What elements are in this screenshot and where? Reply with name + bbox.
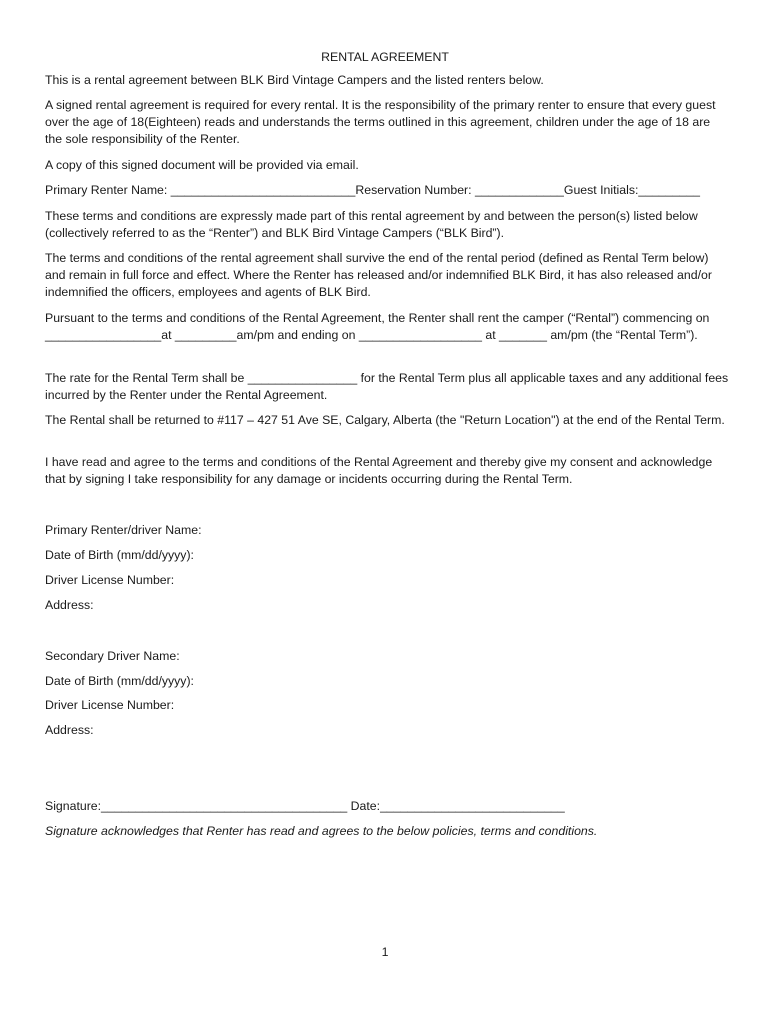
rate-paragraph: The rate for the Rental Term shall be ________________ for the Rental Term plus all applicable taxes and any additional fees incurred by the Renter under the Rental Agreement. bbox=[45, 371, 729, 402]
primary-driver-license-label: Driver License Number: bbox=[45, 573, 175, 587]
copy-note-paragraph: A copy of this signed document will be provided via email. bbox=[45, 158, 359, 172]
secondary-driver-address-label: Address: bbox=[45, 723, 94, 737]
document-title: RENTAL AGREEMENT bbox=[321, 50, 449, 64]
survive-paragraph: The terms and conditions of the rental agreement shall survive the end of the rental period (defined as Rental Term below) and remain in full force and effect. Where the Renter has released and/or indemnified BLK Bird, it has also released and/or indemnified the officers, employees and agents of BLK Bird. bbox=[45, 251, 712, 299]
signature-line: Signature:____________________________________ Date:___________________________ bbox=[45, 799, 565, 813]
primary-driver-name-label: Primary Renter/driver Name: bbox=[45, 523, 202, 537]
signature-note: Signature acknowledges that Renter has read and agrees to the below policies, terms and conditions. bbox=[45, 824, 598, 838]
primary-driver-address-label: Address: bbox=[45, 598, 94, 612]
consent-paragraph: I have read and agree to the terms and conditions of the Rental Agreement and thereby give my consent and acknowledge that by signing I take responsibility for any damage or incidents occurring during the Rental Term. bbox=[45, 455, 713, 486]
return-location-paragraph: The Rental shall be returned to #117 – 427 51 Ave SE, Calgary, Alberta (the "Return Location") at the end of the Rental Term. bbox=[45, 413, 725, 427]
secondary-driver-dob-label: Date of Birth (mm/dd/yyyy): bbox=[45, 674, 194, 688]
secondary-driver-name-label: Secondary Driver Name: bbox=[45, 649, 180, 663]
page-number: 1 bbox=[381, 945, 389, 959]
secondary-driver-license-label: Driver License Number: bbox=[45, 698, 175, 712]
terms-part-paragraph: These terms and conditions are expressly made part of this rental agreement by and between the person(s) listed below (collectively referred to as the “Renter”) and BLK Bird Vintage Campers (“BLK Bird”). bbox=[45, 209, 698, 240]
signed-requirement-paragraph: A signed rental agreement is required for every rental. It is the responsibility of the primary renter to ensure that every guest over the age of 18(Eighteen) reads and understands the terms outlined in this agreement, children under the age of 18 are the sole responsibility of the Renter. bbox=[45, 98, 716, 146]
primary-driver-dob-label: Date of Birth (mm/dd/yyyy): bbox=[45, 548, 194, 562]
intro-paragraph: This is a rental agreement between BLK Bird Vintage Campers and the listed renters below. bbox=[45, 73, 544, 87]
primary-renter-line: Primary Renter Name: ___________________________Reservation Number: _____________Guest Initials:_________ bbox=[45, 183, 700, 197]
pursuant-paragraph: Pursuant to the terms and conditions of the Rental Agreement, the Renter shall rent the camper (“Rental”) commencing on _________________at _________am/pm and ending on __________________ at _______ am/pm (the “Rental Term”). bbox=[45, 311, 710, 342]
